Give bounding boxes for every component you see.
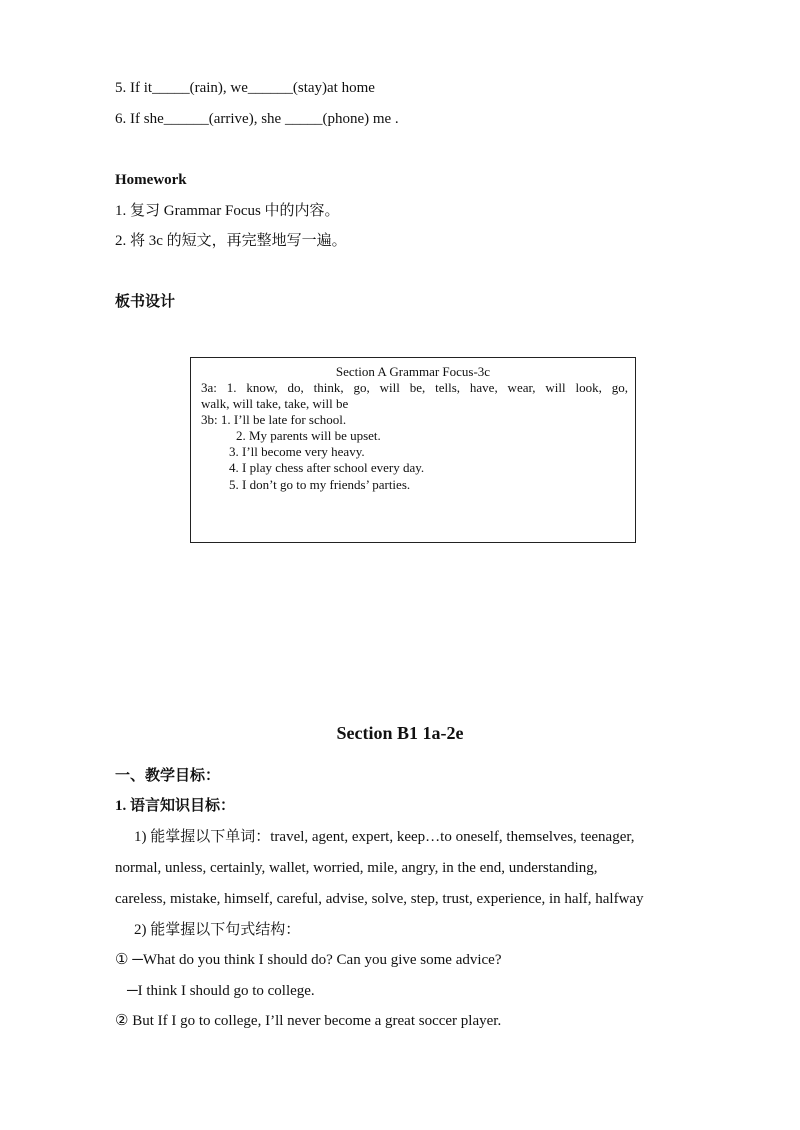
structures-line: 2) 能掌握以下句式结构：	[134, 922, 301, 938]
vocab-line-2: normal, unless, certainly, wallet, worried, mile, angry, in the end, understanding,	[115, 860, 598, 876]
board-line-3a-2: walk, will take, take, will be	[201, 396, 349, 411]
structure-1a: ① ─What do you think I should do? Can you give some advice?	[115, 952, 502, 968]
board-line-3b-1: 3b: 1. I’ll be late for school.	[201, 412, 347, 427]
board-line-3b-5: 5. I don’t go to my friends’ parties.	[229, 477, 411, 492]
board-line-3b-3: 3. I’ll become very heavy.	[229, 444, 365, 459]
homework-heading: Homework	[115, 172, 187, 188]
exercise-5: 5. If it_____(rain), we______(stay)at home	[115, 80, 375, 96]
board-line-3b-2: 2. My parents will be upset.	[236, 428, 381, 443]
structure-1b: ─I think I should go to college.	[127, 983, 315, 999]
vocab-line-3: careless, mistake, himself, careful, advise, solve, step, trust, experience, in half, halfway	[115, 891, 644, 907]
board-box-title: Section A Grammar Focus-3c	[335, 364, 491, 379]
homework-item-1: 1. 复习 Grammar Focus 中的内容。	[115, 203, 340, 219]
homework-item-2: 2. 将 3c 的短文，再完整地写一遍。	[115, 233, 347, 249]
board-design-box	[190, 357, 636, 543]
language-goals-subheading: 1. 语言知识目标：	[115, 798, 236, 814]
teaching-goals-heading: 一、教学目标：	[115, 768, 221, 784]
board-line-3b-4: 4. I play chess after school every day.	[229, 460, 425, 475]
vocab-line-1: 1) 能掌握以下单词：travel, agent, expert, keep…to oneself, themselves, teenager,	[134, 829, 635, 845]
structure-2: ② But If I go to college, I’ll never become a great soccer player.	[115, 1013, 502, 1029]
section-title: Section B1 1a-2e	[336, 723, 464, 743]
board-design-heading: 板书设计	[115, 294, 176, 310]
board-line-3a-1: 3a: 1. know, do, think, go, will be, tells, have, wear, will look, go,	[201, 380, 628, 395]
exercise-6: 6. If she______(arrive), she _____(phone) me .	[115, 111, 399, 127]
